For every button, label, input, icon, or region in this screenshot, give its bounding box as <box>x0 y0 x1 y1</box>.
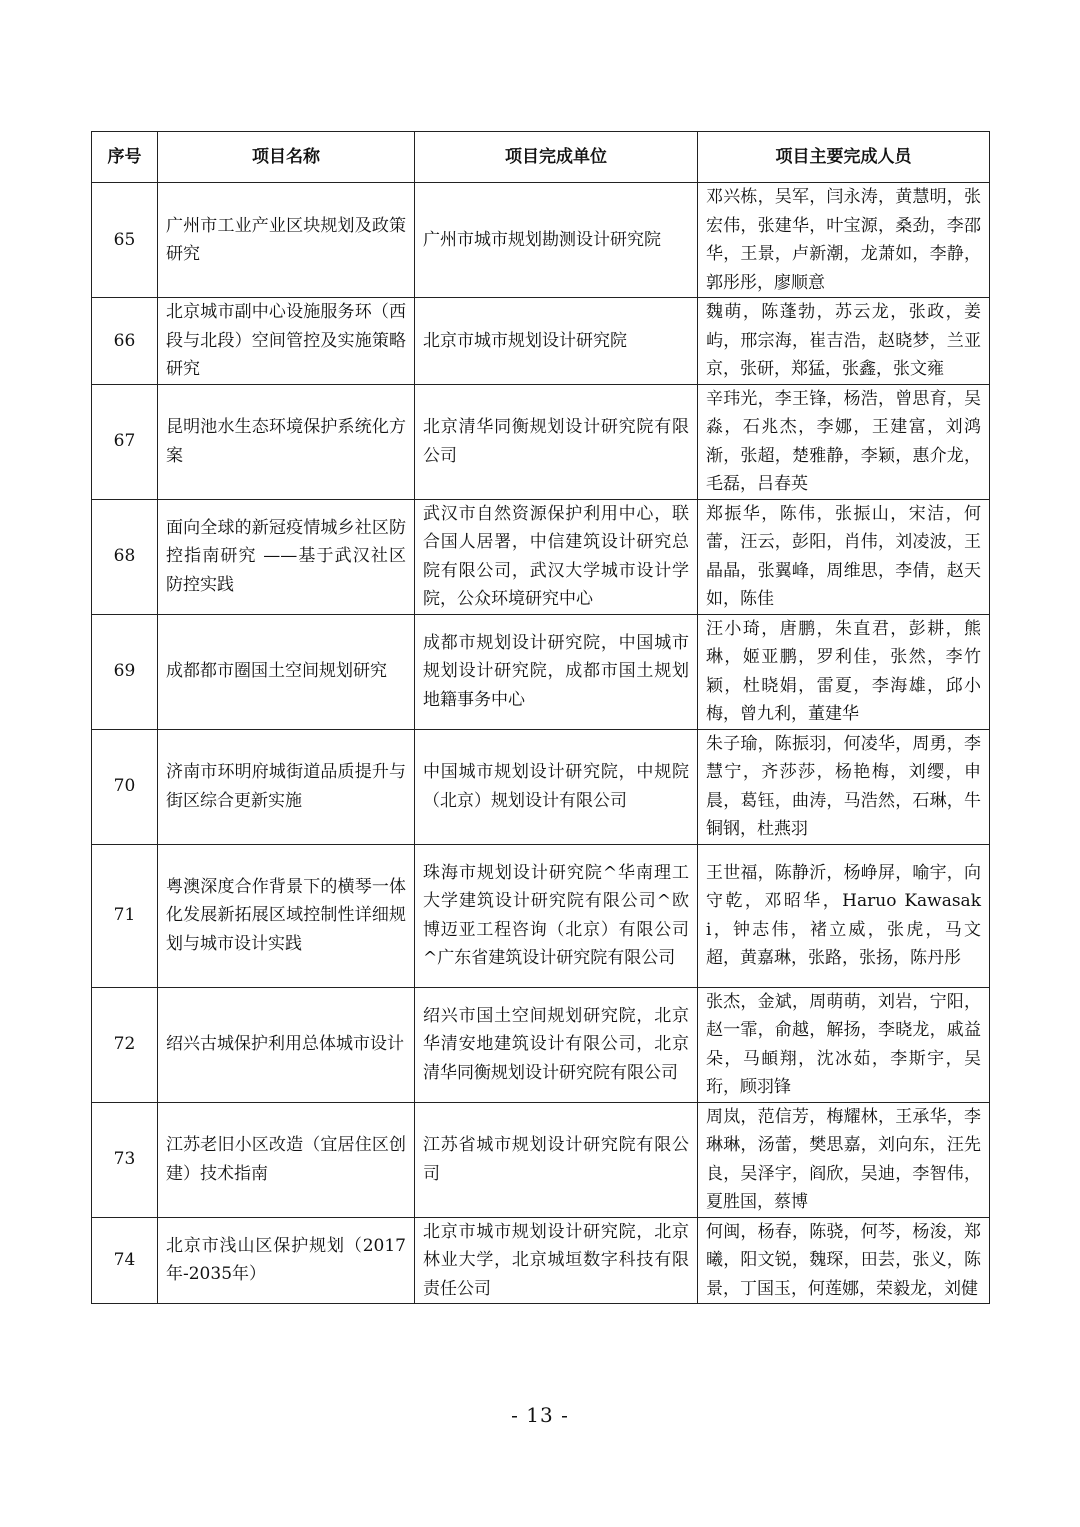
row-no: 67 <box>92 384 158 499</box>
table-row <box>92 499 990 614</box>
row-people: 汪小琦，唐鹏，朱直君，彭耕，熊琳，姬亚鹏，罗利佳，张然，李竹颖，杜晓娟，雷夏，李海雄，邱小梅，曾九利，董建华 <box>698 614 990 729</box>
header-no: 序号 <box>92 132 158 183</box>
row-organization: 中国城市规划设计研究院，中规院（北京）规划设计有限公司 <box>415 729 698 844</box>
row-project-name: 成都都市圈国土空间规划研究 <box>158 614 415 729</box>
row-project-name: 北京城市副中心设施服务环（西段与北段）空间管控及实施策略研究 <box>158 298 415 385</box>
row-project-name: 面向全球的新冠疫情城乡社区防控指南研究 ——基于武汉社区防控实践 <box>158 499 415 614</box>
row-organization: 江苏省城市规划设计研究院有限公司 <box>415 1102 698 1217</box>
row-people: 郑振华，陈伟，张振山，宋洁，何蕾，汪云，彭阳，肖伟，刘凌波，王晶晶，张翼峰，周维思，李倩，赵天如，陈佳 <box>698 499 990 614</box>
row-people: 何闽，杨春，陈骁，何芩，杨浚，郑曦，阳文锐，魏琛，田芸，张义，陈景，丁国玉，何莲娜，荣毅龙，刘健 <box>698 1217 990 1304</box>
table-row <box>92 614 990 729</box>
table-header-row <box>92 132 990 183</box>
header-org: 项目完成单位 <box>415 132 698 183</box>
row-organization: 北京市城市规划设计研究院，北京林业大学，北京城垣数字科技有限责任公司 <box>415 1217 698 1304</box>
row-no: 72 <box>92 987 158 1102</box>
row-no: 65 <box>92 183 158 298</box>
table-row <box>92 1217 990 1304</box>
page-number: - 13 - <box>511 1403 569 1427</box>
table-row <box>92 298 990 385</box>
row-project-name: 济南市环明府城街道品质提升与街区综合更新实施 <box>158 729 415 844</box>
row-project-name: 江苏老旧小区改造（宜居住区创建）技术指南 <box>158 1102 415 1217</box>
row-no: 70 <box>92 729 158 844</box>
header-name: 项目名称 <box>158 132 415 183</box>
row-organization: 广州市城市规划勘测设计研究院 <box>415 183 698 298</box>
header-people: 项目主要完成人员 <box>698 132 990 183</box>
row-project-name: 昆明池水生态环境保护系统化方案 <box>158 384 415 499</box>
row-people: 周岚，范信芳，梅耀林，王承华，李琳琳，汤蕾，樊思嘉，刘向东，汪先良，吴泽宇，阎欣，吴迪，李智伟，夏胜国，蔡博 <box>698 1102 990 1217</box>
row-organization: 珠海市规划设计研究院^华南理工大学建筑设计研究院有限公司^欧博迈亚工程咨询（北京）有限公司^广东省建筑设计研究院有限公司 <box>415 844 698 987</box>
row-people: 邓兴栋，吴军，闫永涛，黄慧明，张宏伟，张建华，叶宝源，桑劲，李邵华，王景，卢新潮，龙萧如，李静，郭彤彤，廖顺意 <box>698 183 990 298</box>
row-no: 73 <box>92 1102 158 1217</box>
row-organization: 绍兴市国土空间规划研究院，北京华清安地建筑设计有限公司，北京清华同衡规划设计研究院有限公司 <box>415 987 698 1102</box>
row-no: 66 <box>92 298 158 385</box>
row-no: 68 <box>92 499 158 614</box>
row-no: 71 <box>92 844 158 987</box>
row-people: 朱子瑜，陈振羽，何凌华，周勇，李慧宁，齐莎莎，杨艳梅，刘缨，申晨，葛钰，曲涛，马浩然，石琳，牛铜钢，杜燕羽 <box>698 729 990 844</box>
row-organization: 北京清华同衡规划设计研究院有限公司 <box>415 384 698 499</box>
row-people: 张杰，金斌，周萌萌，刘岩，宁阳，赵一霏，俞越，解扬，李晓龙，戚益朵，马頔翔，沈冰茹，李斯宇，吴珩，顾羽锋 <box>698 987 990 1102</box>
row-no: 69 <box>92 614 158 729</box>
table-row <box>92 844 990 987</box>
row-organization: 武汉市自然资源保护利用中心，联合国人居署，中信建筑设计研究总院有限公司，武汉大学城市设计学院，公众环境研究中心 <box>415 499 698 614</box>
row-no: 74 <box>92 1217 158 1304</box>
table-row <box>92 987 990 1102</box>
table-row <box>92 183 990 298</box>
row-people: 辛玮光，李王锋，杨浩，曾思育，吴淼，石兆杰，李娜，王建富，刘鸿渐，张超，楚雅静，李颖，惠介龙，毛磊，吕春英 <box>698 384 990 499</box>
award-table <box>91 131 990 1304</box>
document-sheet <box>91 131 989 1304</box>
row-project-name: 绍兴古城保护利用总体城市设计 <box>158 987 415 1102</box>
table-row <box>92 1102 990 1217</box>
row-project-name: 广州市工业产业区块规划及政策研究 <box>158 183 415 298</box>
row-people: 王世福，陈静沂，杨峥屏，喻宇，向守乾，邓昭华，Haruo Kawasaki，钟志伟，褚立威，张虎，马文超，黄嘉琳，张路，张扬，陈丹彤 <box>698 844 990 987</box>
row-project-name: 北京市浅山区保护规划（2017年-2035年） <box>158 1217 415 1304</box>
table-row <box>92 729 990 844</box>
table-row <box>92 384 990 499</box>
row-organization: 成都市规划设计研究院，中国城市规划设计研究院，成都市国土规划地籍事务中心 <box>415 614 698 729</box>
row-people: 魏萌，陈蓬勃，苏云龙，张政，姜屿，邢宗海，崔吉浩，赵晓梦，兰亚京，张研，郑猛，张鑫，张文雍 <box>698 298 990 385</box>
row-organization: 北京市城市规划设计研究院 <box>415 298 698 385</box>
row-project-name: 粤澳深度合作背景下的横琴一体化发展新拓展区域控制性详细规划与城市设计实践 <box>158 844 415 987</box>
